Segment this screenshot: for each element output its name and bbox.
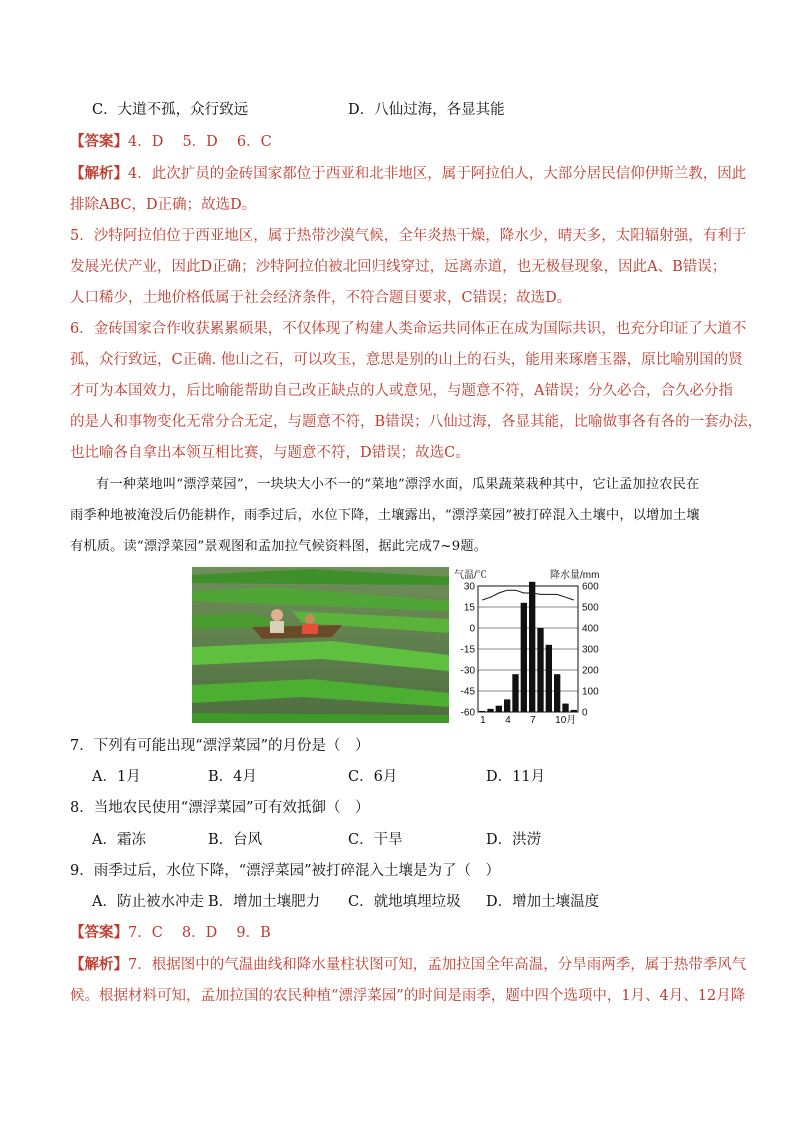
analysis-line: 候。根据材料可知，孟加拉国的农民种植“漂浮菜园”的时间是雨季，题中四个选项中，1月、4月、12月降 — [70, 988, 746, 1004]
q8-option-b[interactable]: B．台风 — [208, 832, 263, 848]
temp-tick-label: 30 — [463, 581, 475, 593]
q8-option-a[interactable]: A．霜冻 — [92, 832, 146, 848]
material-line: 有一种菜地叫“漂浮菜园”，一块块大小不一的“菜地”漂浮水面，瓜果蔬菜栽种其中，它让孟加拉农民在 — [96, 477, 700, 492]
q7-option-a[interactable]: A．1月 — [92, 769, 141, 785]
answer-text: 4．D 5．D 6．C — [128, 134, 272, 150]
analysis-tag: 【解析】 — [70, 956, 128, 973]
material-line: 有机质。读“漂浮菜园”景观图和孟加拉气候资料图，据此完成7~9题。 — [70, 539, 488, 554]
answer-line-2 — [70, 923, 271, 943]
option-c-prev: C．大道不孤，众行致远 — [92, 102, 249, 118]
analysis-line: 发展光伏产业，因此D正确；沙特阿拉伯被北回归线穿过，远离赤道，也无极昼现象，因此A、B错误； — [70, 259, 727, 275]
precip-tick-label: 100 — [582, 686, 599, 698]
q9-option-a[interactable]: A．防止被水冲走 — [92, 894, 204, 910]
precip-bar — [537, 628, 543, 712]
answer-line-1 — [70, 132, 272, 152]
q9-option-d[interactable]: D．增加土壤温度 — [486, 894, 600, 910]
analysis-line: 的是人和事物变化无常分合无定，与题意不符，B错误；八仙过海，各显其能，比喻做事各有各的一套办法， — [70, 414, 763, 430]
precip-bar — [562, 704, 568, 712]
precip-tick-label: 300 — [582, 644, 599, 656]
q7-option-d[interactable]: D．11月 — [486, 769, 546, 785]
precip-tick-label: 400 — [582, 623, 599, 635]
analysis-line: 人口稀少，土地价格低属于社会经济条件，不符合题目要求，C错误；故选D。 — [70, 290, 572, 306]
question-7-stem: 7．下列有可能出现“漂浮菜园”的月份是（ ） — [70, 738, 370, 754]
temperature-line — [482, 590, 574, 600]
month-tick-label: 1 — [480, 715, 486, 726]
temp-tick-label: -30 — [460, 665, 475, 677]
answer-text: 7．C 8．D 9．B — [128, 925, 271, 941]
month-tick-label: 10月 — [555, 715, 577, 726]
floating-garden-photo — [192, 567, 449, 723]
q9-option-b[interactable]: B．增加土壤肥力 — [208, 894, 321, 910]
precip-tick-label: 600 — [582, 581, 599, 593]
analysis-line — [70, 955, 746, 975]
precip-bar — [529, 582, 535, 712]
answer-tag: 【答案】 — [70, 924, 128, 941]
precip-bar — [546, 645, 552, 712]
month-tick-label: 7 — [530, 715, 536, 726]
chart-right-ticks — [582, 582, 599, 719]
temp-tick-label: -60 — [460, 707, 475, 719]
q8-option-d[interactable]: D．洪涝 — [486, 832, 542, 848]
question-8-stem: 8．当地农民使用“漂浮菜园”可有效抵御（ ） — [70, 800, 370, 816]
precip-bar — [487, 709, 493, 712]
precip-bar — [512, 674, 518, 712]
chart-left-ticks — [461, 582, 476, 719]
analysis-line — [70, 164, 746, 184]
temp-tick-label: -15 — [460, 644, 475, 656]
answer-tag: 【答案】 — [70, 133, 128, 150]
question-9-stem: 9．雨季过后，水位下降，“漂浮菜园”被打碎混入土壤是为了（ ） — [70, 863, 501, 879]
analysis-line: 排除ABC，D正确；故选D。 — [70, 197, 257, 213]
q8-option-c[interactable]: C．干旱 — [348, 832, 403, 848]
analysis-line: 才可为本国效力，后比喻能帮助自己改正缺点的人或意见，与题意不符，A错误；分久必合，合久必分指 — [70, 383, 733, 399]
temp-tick-label: 0 — [469, 623, 475, 635]
precip-bar — [479, 711, 485, 712]
precip-bars — [479, 582, 577, 712]
precip-tick-label: 500 — [582, 602, 599, 614]
analysis-line: 5．沙特阿拉伯位于西亚地区，属于热带沙漠气候，全年炎热干燥，降水少，晴天多，太阳辐射强，有利于 — [70, 228, 747, 244]
temp-tick-label: -45 — [460, 686, 475, 698]
precip-bar — [521, 603, 527, 712]
precip-bar — [504, 699, 510, 712]
q7-option-c[interactable]: C．6月 — [348, 769, 398, 785]
material-line: 雨季种地被淹没后仍能耕作，雨季过后，水位下降，土壤露出，“漂浮菜园”被打碎混入土壤中，以增加土壤 — [70, 508, 700, 523]
month-tick-label: 4 — [505, 715, 511, 726]
analysis-line: 6．金砖国家合作收获累累硕果，不仅体现了构建人类命运共同体正在成为国际共识，也充分印证了大道不 — [70, 321, 747, 337]
q7-option-b[interactable]: B．4月 — [208, 769, 257, 785]
chart-ylabel-left: 气温/℃ — [454, 570, 487, 581]
precip-bar — [554, 674, 560, 712]
temp-tick-label: 15 — [463, 602, 475, 614]
analysis-text: 7．根据图中的气温曲线和降水量柱状图可知，孟加拉国全年高温，分旱雨两季，属于热带季风气 — [128, 957, 747, 973]
chart-ylabel-right: 降水量/mm — [550, 570, 600, 581]
precip-bar — [496, 706, 502, 712]
precip-tick-label: 0 — [582, 707, 588, 719]
q9-option-c[interactable]: C．就地填埋垃圾 — [348, 894, 461, 910]
analysis-text: 4．此次扩员的金砖国家都位于西亚和北非地区，属于阿拉伯人，大部分居民信仰伊斯兰教，因此 — [128, 166, 747, 182]
precip-bar — [571, 710, 577, 712]
chart-x-ticks — [480, 714, 576, 726]
climate-chart — [452, 566, 612, 726]
precip-tick-label: 200 — [582, 665, 599, 677]
analysis-tag: 【解析】 — [70, 165, 128, 182]
analysis-line: 也比喻各自拿出本领互相比赛，与题意不符，D错误；故选C。 — [70, 445, 470, 461]
analysis-line: 孤，众行致远，C正确. 他山之石，可以攻玉，意思是别的山上的石头，能用来琢磨玉器，原比喻别国的贤 — [70, 352, 743, 368]
chart-gridlines — [478, 607, 578, 691]
option-d-prev: D．八仙过海，各显其能 — [348, 102, 505, 118]
